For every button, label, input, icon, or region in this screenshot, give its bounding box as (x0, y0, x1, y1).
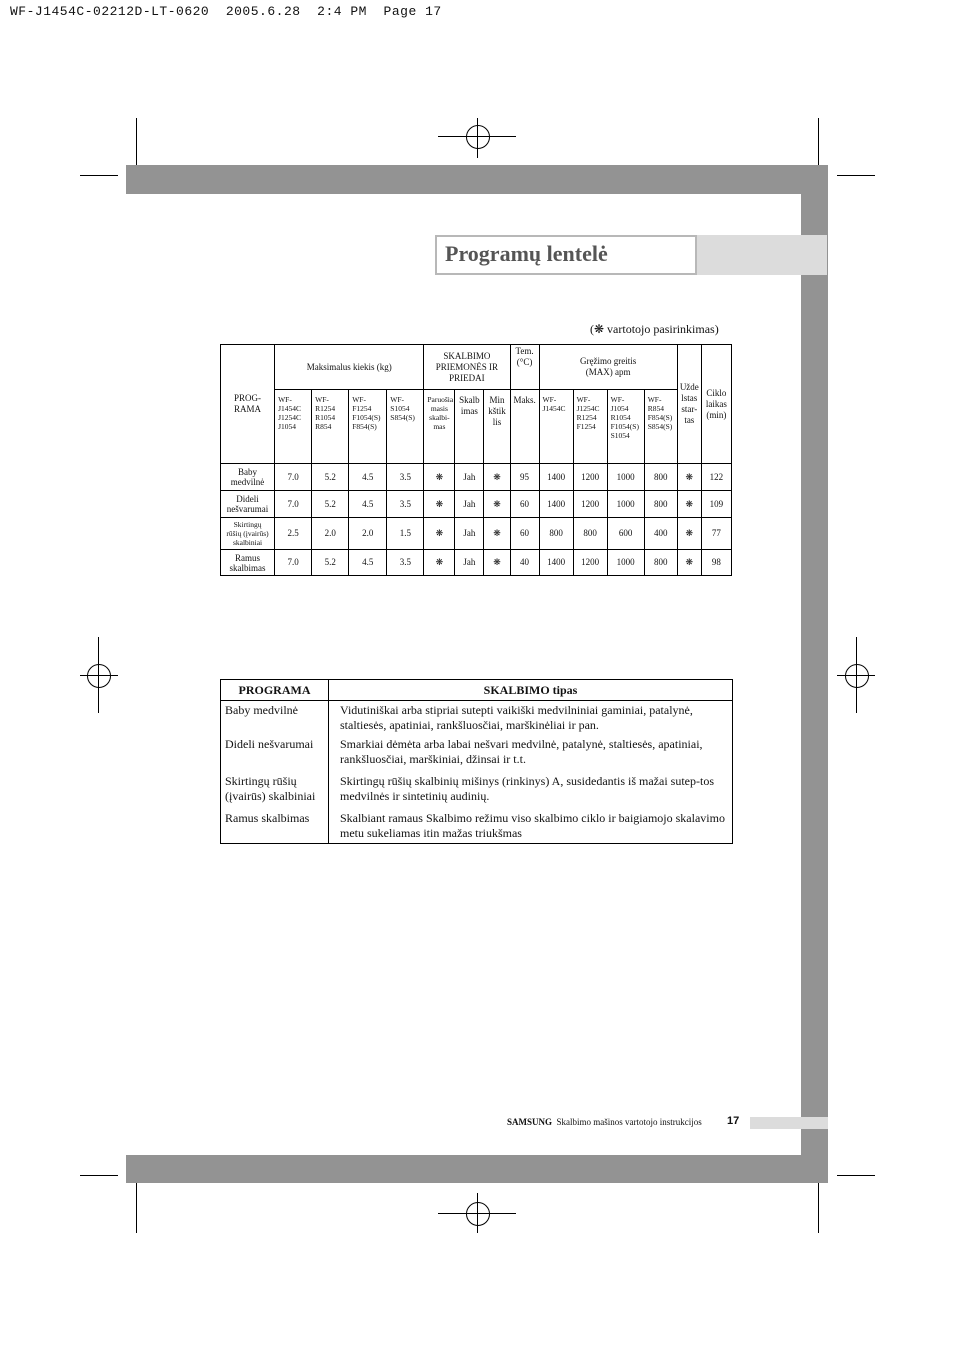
load-cell: 3.5 (387, 550, 424, 576)
cycle-time-cell: 98 (701, 550, 731, 576)
wash-type-row (221, 735, 733, 772)
spin-cell: 400 (644, 518, 677, 550)
page-number: 17 (727, 1115, 740, 1127)
wash-type-table (220, 679, 733, 844)
spin-cell: 1200 (573, 550, 607, 576)
temp-cell: 60 (510, 491, 539, 518)
load-cell: 2.0 (312, 518, 349, 550)
top-band (126, 165, 828, 194)
footer-text (507, 1117, 702, 1127)
wash-description: Skalbiant ramaus Skalbimo režimu viso skalbimo ciklo ir baigiamojo skalavimo metu sukeliamas itin mažas triukšmas (329, 809, 733, 844)
softener-cell: ❋ (484, 518, 510, 550)
wash-type-row (221, 809, 733, 844)
load-cell: 7.0 (275, 464, 312, 491)
page-title: Programų lentelė (445, 241, 608, 266)
detergent-col: Skalb imas (455, 390, 484, 464)
load-cell: 4.5 (349, 464, 387, 491)
program-row (221, 550, 732, 576)
manual-title: Skalbimo mašinos vartotojo instrukcijos (556, 1117, 702, 1127)
load-cell: 3.5 (387, 464, 424, 491)
spin-model: WF- J1054 R1054 F1054(S) S1054 (607, 390, 644, 464)
load-cell: 5.2 (312, 491, 349, 518)
spin-cell: 800 (539, 518, 573, 550)
spin-cell: 800 (644, 464, 677, 491)
load-cell: 7.0 (275, 491, 312, 518)
program-row (221, 491, 732, 518)
spin-cell: 800 (644, 491, 677, 518)
cycle-time-cell: 77 (701, 518, 731, 550)
load-cell: 5.2 (312, 464, 349, 491)
wash-type-row (221, 772, 733, 809)
program-name: Baby medvilnė (221, 701, 329, 736)
softener-cell: ❋ (484, 464, 510, 491)
spin-model: WF- R854 F854(S) S854(S) (644, 390, 677, 464)
program-row (221, 464, 732, 491)
temp-sub: Maks. (510, 390, 539, 464)
cycle-time-cell: 109 (701, 491, 731, 518)
page-title-box (435, 235, 697, 275)
right-band (801, 165, 828, 1183)
load-cell: 1.5 (387, 518, 424, 550)
cycle-header: Ciklo laikas (min) (701, 345, 731, 464)
program-name-cell: Dideli nešvarumai (221, 491, 275, 518)
wash-cell: Jah (455, 550, 484, 576)
spin-cell: 800 (644, 550, 677, 576)
programa-header: PROGRAMA (221, 680, 329, 701)
load-cell: 7.0 (275, 550, 312, 576)
detergent-col: Paruošia masis skalbi- mas (424, 390, 455, 464)
spin-cell: 1400 (539, 491, 573, 518)
spin-cell: 1400 (539, 464, 573, 491)
load-model: WF- F1254 F1054(S) F854(S) (349, 390, 387, 464)
load-cell: 4.5 (349, 550, 387, 576)
wash-type-header: SKALBIMO tipas (329, 680, 733, 701)
program-name-cell: Ramus skalbimas (221, 550, 275, 576)
program-header: PROG- RAMA (221, 345, 275, 464)
delay-header: Užde lstas star- tas (677, 345, 701, 464)
load-cell: 5.2 (312, 550, 349, 576)
wash-cell: Jah (455, 518, 484, 550)
wash-cell: Jah (455, 491, 484, 518)
load-model: WF- S1054 S854(S) (387, 390, 424, 464)
delay-cell: ❋ (677, 464, 701, 491)
spin-cell: 1200 (573, 491, 607, 518)
delay-cell: ❋ (677, 550, 701, 576)
spin-cell: 1400 (539, 550, 573, 576)
page-number-bar (750, 1117, 828, 1129)
spin-model: WF- J1454C (539, 390, 573, 464)
program-name: Skirtingų rūšių (įvairūs) skalbiniai (221, 772, 329, 809)
brand: SAMSUNG (507, 1117, 553, 1127)
spin-cell: 800 (573, 518, 607, 550)
cycle-time-cell: 122 (701, 464, 731, 491)
print-header: WF-J1454C-02212D-LT-0620 2005.6.28 2:4 PM Page 17 (10, 4, 442, 19)
load-model: WF- J1454C J1254C J1054 (275, 390, 312, 464)
temp-cell: 40 (510, 550, 539, 576)
bottom-band (126, 1155, 828, 1183)
detergent-header: SKALBIMO PRIEMONĖS IR PRIEDAI (424, 345, 510, 390)
load-cell: 3.5 (387, 491, 424, 518)
wash-description: Vidutiniškai arba stipriai sutepti vaikiški medvilniniai gaminiai, patalynė, staltiesės, apatiniai, rankšluosčiai, marškinėliai ir pan. (329, 701, 733, 736)
program-row (221, 518, 732, 550)
wash-cell: Jah (455, 464, 484, 491)
delay-cell: ❋ (677, 491, 701, 518)
temp-cell: 60 (510, 518, 539, 550)
wash-description: Smarkiai dėmėta arba labai nešvari medvilnė, patalynė, staltiesės, apatiniai, rankšluosčiai, marškiniai, džinsai ir t.t. (329, 735, 733, 772)
legend-note: (❋ vartotojo pasirinkimas) (590, 322, 719, 336)
spin-cell: 1200 (573, 464, 607, 491)
spin-cell: 1000 (607, 464, 644, 491)
detergent-col: Min kštik lis (484, 390, 510, 464)
program-name-cell: Skirtingų rūšių (įvairūs) skalbiniai (221, 518, 275, 550)
spin-header: Gręžimo greitis (MAX) apm (539, 345, 677, 390)
spin-cell: 1000 (607, 550, 644, 576)
spin-model: WF- J1254C R1254 F1254 (573, 390, 607, 464)
softener-cell: ❋ (484, 550, 510, 576)
prewash-cell: ❋ (424, 518, 455, 550)
load-cell: 2.5 (275, 518, 312, 550)
program-table (220, 344, 732, 576)
load-model: WF- R1254 R1054 R854 (312, 390, 349, 464)
program-name: Ramus skalbimas (221, 809, 329, 844)
program-name: Dideli nešvarumai (221, 735, 329, 772)
prewash-cell: ❋ (424, 464, 455, 491)
prewash-cell: ❋ (424, 491, 455, 518)
spin-cell: 600 (607, 518, 644, 550)
prewash-cell: ❋ (424, 550, 455, 576)
temp-header: Tem. (°C) (510, 345, 539, 390)
load-cell: 4.5 (349, 491, 387, 518)
softener-cell: ❋ (484, 491, 510, 518)
wash-type-row (221, 701, 733, 736)
wash-description: Skirtingų rūšių skalbinių mišinys (rinkinys) A, susidedantis iš mažai sutep-tos medvilnės ir sintetinių audinių. (329, 772, 733, 809)
program-name-cell: Baby medvilnė (221, 464, 275, 491)
temp-cell: 95 (510, 464, 539, 491)
delay-cell: ❋ (677, 518, 701, 550)
max-load-header: Maksimalus kiekis (kg) (275, 345, 424, 390)
load-cell: 2.0 (349, 518, 387, 550)
title-accent (697, 235, 827, 275)
spin-cell: 1000 (607, 491, 644, 518)
